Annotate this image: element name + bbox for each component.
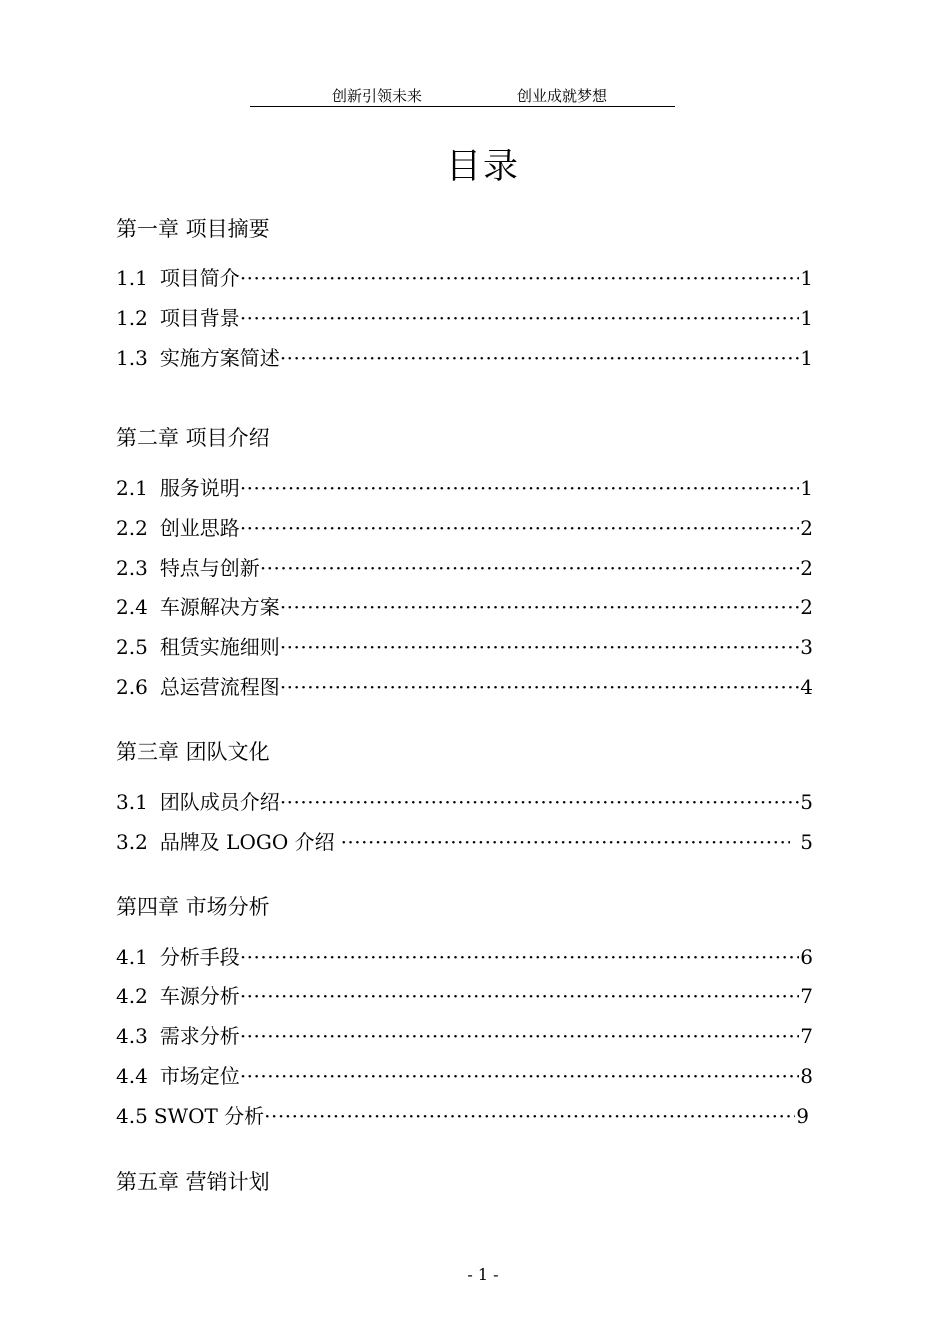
dot-leader: [341, 827, 791, 857]
dot-leader: [240, 981, 799, 1011]
entry-page: 9: [796, 1104, 809, 1128]
toc-entry-1-1[interactable]: [116, 263, 813, 293]
entry-label: 特点与创新: [159, 556, 260, 580]
entry-number: 2.3: [116, 556, 148, 580]
toc-entry-1-3[interactable]: [116, 343, 813, 373]
entry-label: 车源解决方案: [159, 595, 280, 619]
toc-entry-4-3[interactable]: [116, 1021, 813, 1051]
dot-leader: [240, 1061, 799, 1091]
entry-number: 4.3: [116, 1024, 148, 1048]
dot-leader: [280, 343, 799, 373]
dot-leader: [280, 592, 799, 622]
toc-entry-2-3[interactable]: [116, 553, 813, 583]
entry-page: 2: [800, 595, 813, 619]
entry-page: 2: [800, 516, 813, 540]
entry-label: 租赁实施细则: [159, 635, 280, 659]
entry-page: 6: [800, 945, 813, 969]
dot-leader: [260, 553, 799, 583]
entry-number: 2.1: [116, 476, 148, 500]
chapter-4-heading: 第四章 市场分析: [116, 895, 270, 919]
chapter-3-heading: 第三章 团队文化: [116, 740, 270, 764]
chapter-5-heading: 第五章 营销计划: [116, 1170, 270, 1194]
entry-label: 实施方案简述: [159, 346, 280, 370]
entry-page: 7: [800, 984, 813, 1008]
entry-page: 1: [800, 346, 813, 370]
entry-page: 3: [800, 635, 813, 659]
dot-leader: [240, 1021, 799, 1051]
entry-number: 1.2: [116, 306, 148, 330]
entry-number: 2.5: [116, 635, 148, 659]
dot-leader: [280, 672, 799, 702]
page-header: [250, 86, 675, 107]
entry-number: 4.2: [116, 984, 148, 1008]
entry-page: 5: [800, 790, 813, 814]
chapter-1-heading: 第一章 项目摘要: [116, 217, 270, 241]
entry-label: 市场定位: [159, 1064, 240, 1088]
header-slogan-left: 创新引领未来: [332, 87, 423, 105]
toc-entry-2-1[interactable]: [116, 473, 813, 503]
entry-label: 总运营流程图: [159, 675, 280, 699]
entry-number: 4.1: [116, 945, 148, 969]
dot-leader: [240, 263, 799, 293]
toc-entry-2-5[interactable]: [116, 632, 813, 662]
entry-number: 2.4: [116, 595, 148, 619]
entry-page: 7: [800, 1024, 813, 1048]
entry-number: 3.1: [116, 790, 148, 814]
toc-entry-3-1[interactable]: [116, 787, 813, 817]
entry-page: 8: [800, 1064, 813, 1088]
toc-entry-3-2[interactable]: [116, 827, 813, 857]
entry-page: 4: [800, 675, 813, 699]
entry-label: SWOT 分析: [153, 1104, 265, 1128]
dot-leader: [240, 513, 799, 543]
dot-leader: [280, 787, 799, 817]
entry-label: 项目背景: [159, 306, 240, 330]
entry-number: 1.3: [116, 346, 148, 370]
toc-entry-4-2[interactable]: [116, 981, 813, 1011]
dot-leader: [240, 473, 799, 503]
entry-number: 1.1: [116, 266, 148, 290]
entry-label: 项目简介: [159, 266, 240, 290]
entry-label: 团队成员介绍: [159, 790, 280, 814]
entry-label: 服务说明: [159, 476, 240, 500]
entry-label: 品牌及 LOGO 介绍: [159, 830, 335, 854]
entry-page: 2: [800, 556, 813, 580]
entry-label: 创业思路: [159, 516, 240, 540]
chapter-2-heading: 第二章 项目介绍: [116, 426, 270, 450]
dot-leader: [240, 303, 799, 333]
entry-page: 1: [800, 476, 813, 500]
toc-entry-2-6[interactable]: [116, 672, 813, 702]
entry-page: 1: [800, 306, 813, 330]
entry-number: 4.5: [116, 1104, 148, 1128]
entry-page: 1: [800, 266, 813, 290]
entry-label: 车源分析: [159, 984, 240, 1008]
toc-title: 目录: [445, 147, 520, 187]
toc-entry-4-5[interactable]: [116, 1101, 809, 1131]
header-slogan-right: 创业成就梦想: [517, 87, 608, 105]
toc-entry-4-4[interactable]: [116, 1061, 813, 1091]
entry-number: 4.4: [116, 1064, 148, 1088]
page-number: - 1 -: [467, 1265, 499, 1284]
entry-number: 3.2: [116, 830, 148, 854]
dot-leader: [240, 942, 799, 972]
toc-entry-2-4[interactable]: [116, 592, 813, 622]
entry-number: 2.6: [116, 675, 148, 699]
dot-leader: [280, 632, 799, 662]
entry-label: 分析手段: [159, 945, 240, 969]
entry-number: 2.2: [116, 516, 148, 540]
toc-entry-1-2[interactable]: [116, 303, 813, 333]
toc-entry-4-1[interactable]: [116, 942, 813, 972]
toc-entry-2-2[interactable]: [116, 513, 813, 543]
entry-label: 需求分析: [159, 1024, 240, 1048]
dot-leader: [264, 1101, 795, 1131]
entry-page: 5: [800, 830, 813, 854]
